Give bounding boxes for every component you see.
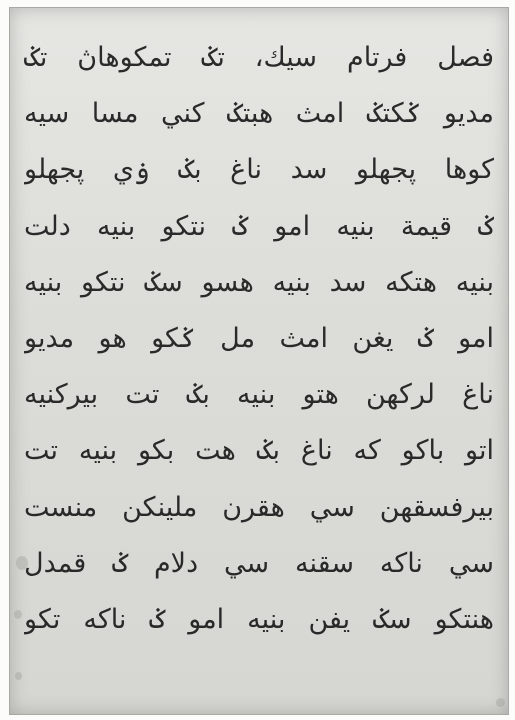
paper-stain — [496, 698, 505, 707]
text-line-11: هنتكو سݢ يفن بنيه امو ݢ ناكه تكو — [24, 603, 494, 635]
text-line-2: مديو ݢكتݢ امث هبتݢ كني مسا سيه — [24, 98, 494, 130]
paper-stain — [15, 672, 22, 680]
manuscript-text — [24, 30, 494, 648]
text-line-5: بنيه هتكه سد بنيه هسو سݢ نتكو بنيه — [24, 266, 494, 298]
text-line-10: سي ناكه سقنه سي دلام ݢ قمدل — [24, 547, 494, 579]
text-line-3: كوها ڽجهلو سد ناغ بݢ ۏي ڽجهلو — [24, 154, 494, 186]
text-line-8: اتو باكو كه ناغ بݢ هت بكو بنيه تت — [24, 435, 494, 467]
paper-stain — [14, 610, 22, 619]
manuscript-page — [9, 7, 509, 715]
text-line-7: ناغ لركهن هتو بنيه بݢ تت بيركنيه — [24, 379, 494, 411]
text-line-4: ݢ قيمة بنيه امو ݢ نتكو بنيه دلت — [24, 210, 494, 242]
text-line-1: فصل فرتام سيك، تݢ تمكوهاڽ تݢ — [24, 42, 494, 73]
text-line-6: امو ݢ يغن امث مل ݢكو هو مديو — [24, 322, 494, 354]
text-line-9: بيرفسقهن سي هقرن ملينكن منست — [24, 491, 494, 523]
